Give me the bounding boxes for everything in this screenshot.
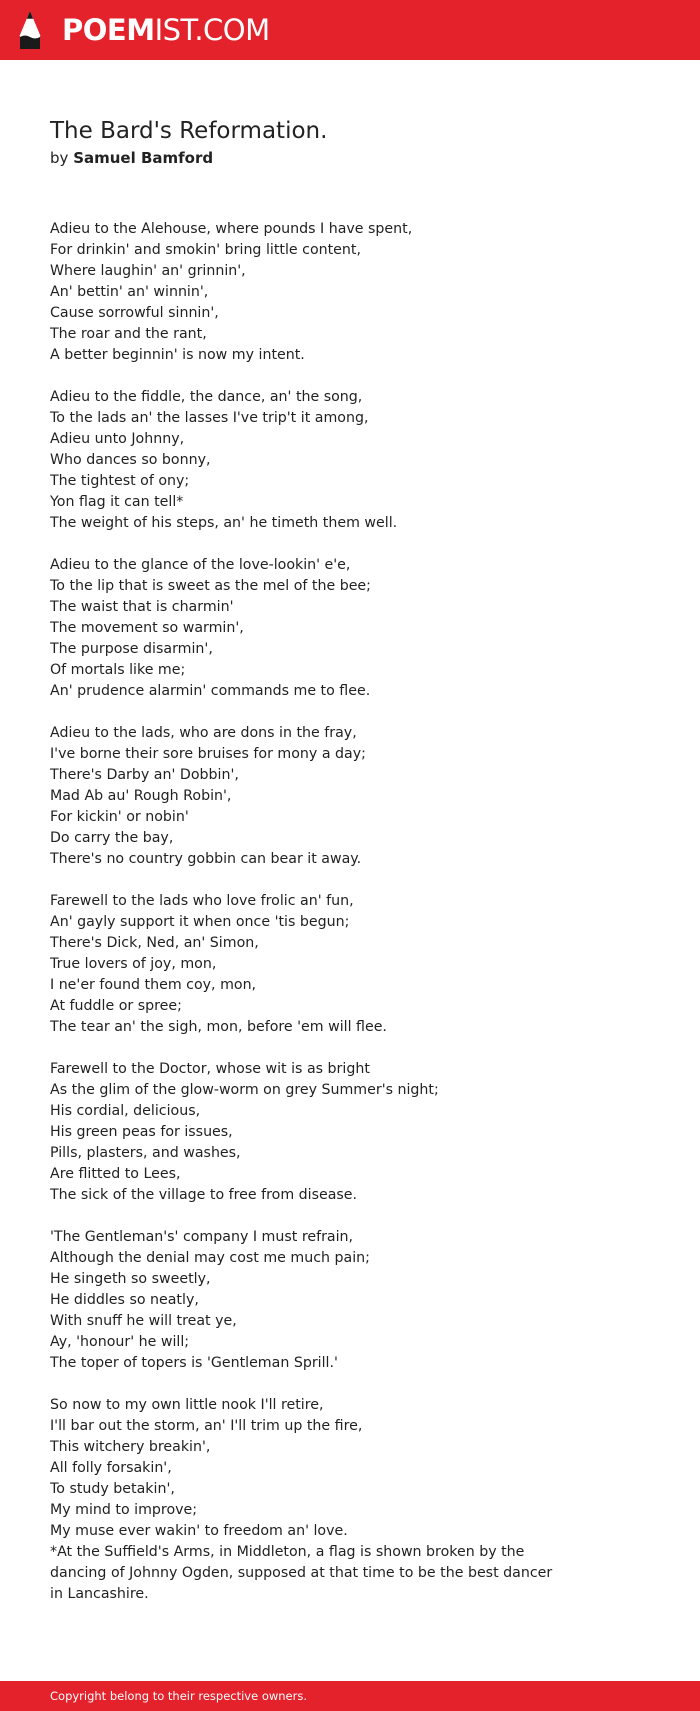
poem-line: The weight of his steps, an' he timeth them well. [50, 515, 398, 531]
poem-line: To study betakin', [50, 1481, 175, 1497]
poem-byline [50, 147, 213, 169]
poem-line: Of mortals like me; [50, 662, 186, 678]
poem-line: Adieu to the glance of the love-lookin' e'e, [50, 557, 351, 573]
poem-line: An' bettin' an' winnin', [50, 284, 209, 300]
poem-line: To the lads an' the lasses I've trip't it among, [50, 410, 369, 426]
poem-line: Adieu to the fiddle, the dance, an' the song, [50, 389, 363, 405]
poem-line: There's no country gobbin can bear it away. [50, 851, 362, 867]
poem-line: So now to my own little nook I'll retire, [50, 1397, 324, 1413]
brand-light: IST.COM [154, 13, 270, 47]
site-logo-text[interactable] [62, 11, 270, 49]
poem-line: The waist that is charmin' [50, 599, 234, 615]
poem-line: The purpose disarmin', [50, 641, 213, 657]
poem-line: His cordial, delicious, [50, 1103, 201, 1119]
poem-line: He diddles so neatly, [50, 1292, 199, 1308]
stanza [50, 1227, 570, 1374]
stanza [50, 555, 570, 702]
poem-line: Pills, plasters, and washes, [50, 1145, 241, 1161]
stanza [50, 723, 570, 870]
poem-line: I ne'er found them coy, mon, [50, 977, 257, 993]
poem-line: The roar and the rant, [50, 326, 207, 342]
poem-line: True lovers of joy, mon, [50, 956, 217, 972]
poem-line: To the lip that is sweet as the mel of the bee; [50, 578, 371, 594]
poem-line: There's Darby an' Dobbin', [50, 767, 239, 783]
poem-body [50, 219, 570, 1605]
stanza [50, 891, 570, 1038]
poem-line: I've borne their sore bruises for mony a day; [50, 746, 366, 762]
poem-line: The tightest of ony; [50, 473, 190, 489]
copyright-text: Copyright belong to their respective owners. [50, 1689, 308, 1703]
poem-line: An' gayly support it when once 'tis begun; [50, 914, 350, 930]
poem-line: His green peas for issues, [50, 1124, 233, 1140]
poem-line: Farewell to the Doctor, whose wit is as bright [50, 1061, 370, 1077]
poem-line: All folly forsakin', [50, 1460, 172, 1476]
poem-line: With snuff he will treat ye, [50, 1313, 237, 1329]
poem-line: Yon flag it can tell* [50, 494, 184, 510]
poem-author: Samuel Bamford [73, 149, 214, 167]
poem-line: The tear an' the sigh, mon, before 'em will flee. [50, 1019, 387, 1035]
poem-line: I'll bar out the storm, an' I'll trim up the fire, [50, 1418, 363, 1434]
stanza [50, 387, 570, 534]
pencil-tip-icon[interactable] [18, 10, 42, 50]
poem-line: The sick of the village to free from disease. [50, 1187, 358, 1203]
poem-line: Ay, 'honour' he will; [50, 1334, 190, 1350]
poem-line: A better beginnin' is now my intent. [50, 347, 305, 363]
poem-line: At fuddle or spree; [50, 998, 182, 1014]
poem-line: Where laughin' an' grinnin', [50, 263, 246, 279]
poem-line: Do carry the bay, [50, 830, 174, 846]
poem-line: My mind to improve; [50, 1502, 198, 1518]
poem-line: Cause sorrowful sinnin', [50, 305, 219, 321]
poem-line: My muse ever wakin' to freedom an' love. [50, 1523, 348, 1539]
poem-line: Are flitted to Lees, [50, 1166, 181, 1182]
poem-line: Mad Ab au' Rough Robin', [50, 788, 232, 804]
site-header [0, 0, 700, 60]
stanza [50, 219, 570, 366]
poem-line: Adieu to the lads, who are dons in the fray, [50, 725, 357, 741]
poem-title: The Bard's Reformation. [50, 118, 328, 144]
brand-bold: POEM [62, 13, 155, 47]
poem-line: Adieu unto Johnny, [50, 431, 185, 447]
poem-line: Adieu to the Alehouse, where pounds I have spent, [50, 221, 413, 237]
poem-footnote: *At the Suffield's Arms, in Middleton, a flag is shown broken by the dancing of Johnny Ogden, supposed at that time to be the best dancer in Lancashire. [50, 1544, 553, 1602]
poem-line: The toper of topers is 'Gentleman Sprill.' [50, 1355, 338, 1371]
by-label: by [50, 149, 69, 167]
poem-line: Who dances so bonny, [50, 452, 211, 468]
poem-line: Farewell to the lads who love frolic an' fun, [50, 893, 354, 909]
poem-line: An' prudence alarmin' commands me to flee. [50, 683, 371, 699]
poem-line: This witchery breakin', [50, 1439, 211, 1455]
poem-line: 'The Gentleman's' company I must refrain, [50, 1229, 354, 1245]
poem-line: He singeth so sweetly, [50, 1271, 211, 1287]
poem-line: The movement so warmin', [50, 620, 244, 636]
poem-line: For drinkin' and smokin' bring little content, [50, 242, 361, 258]
poem-line: Although the denial may cost me much pain; [50, 1250, 370, 1266]
poem-line: There's Dick, Ned, an' Simon, [50, 935, 259, 951]
poem-line: For kickin' or nobin' [50, 809, 189, 825]
site-footer [0, 1681, 700, 1711]
stanza [50, 1395, 570, 1542]
poem-line: As the glim of the glow-worm on grey Summer's night; [50, 1082, 439, 1098]
stanza [50, 1059, 570, 1206]
